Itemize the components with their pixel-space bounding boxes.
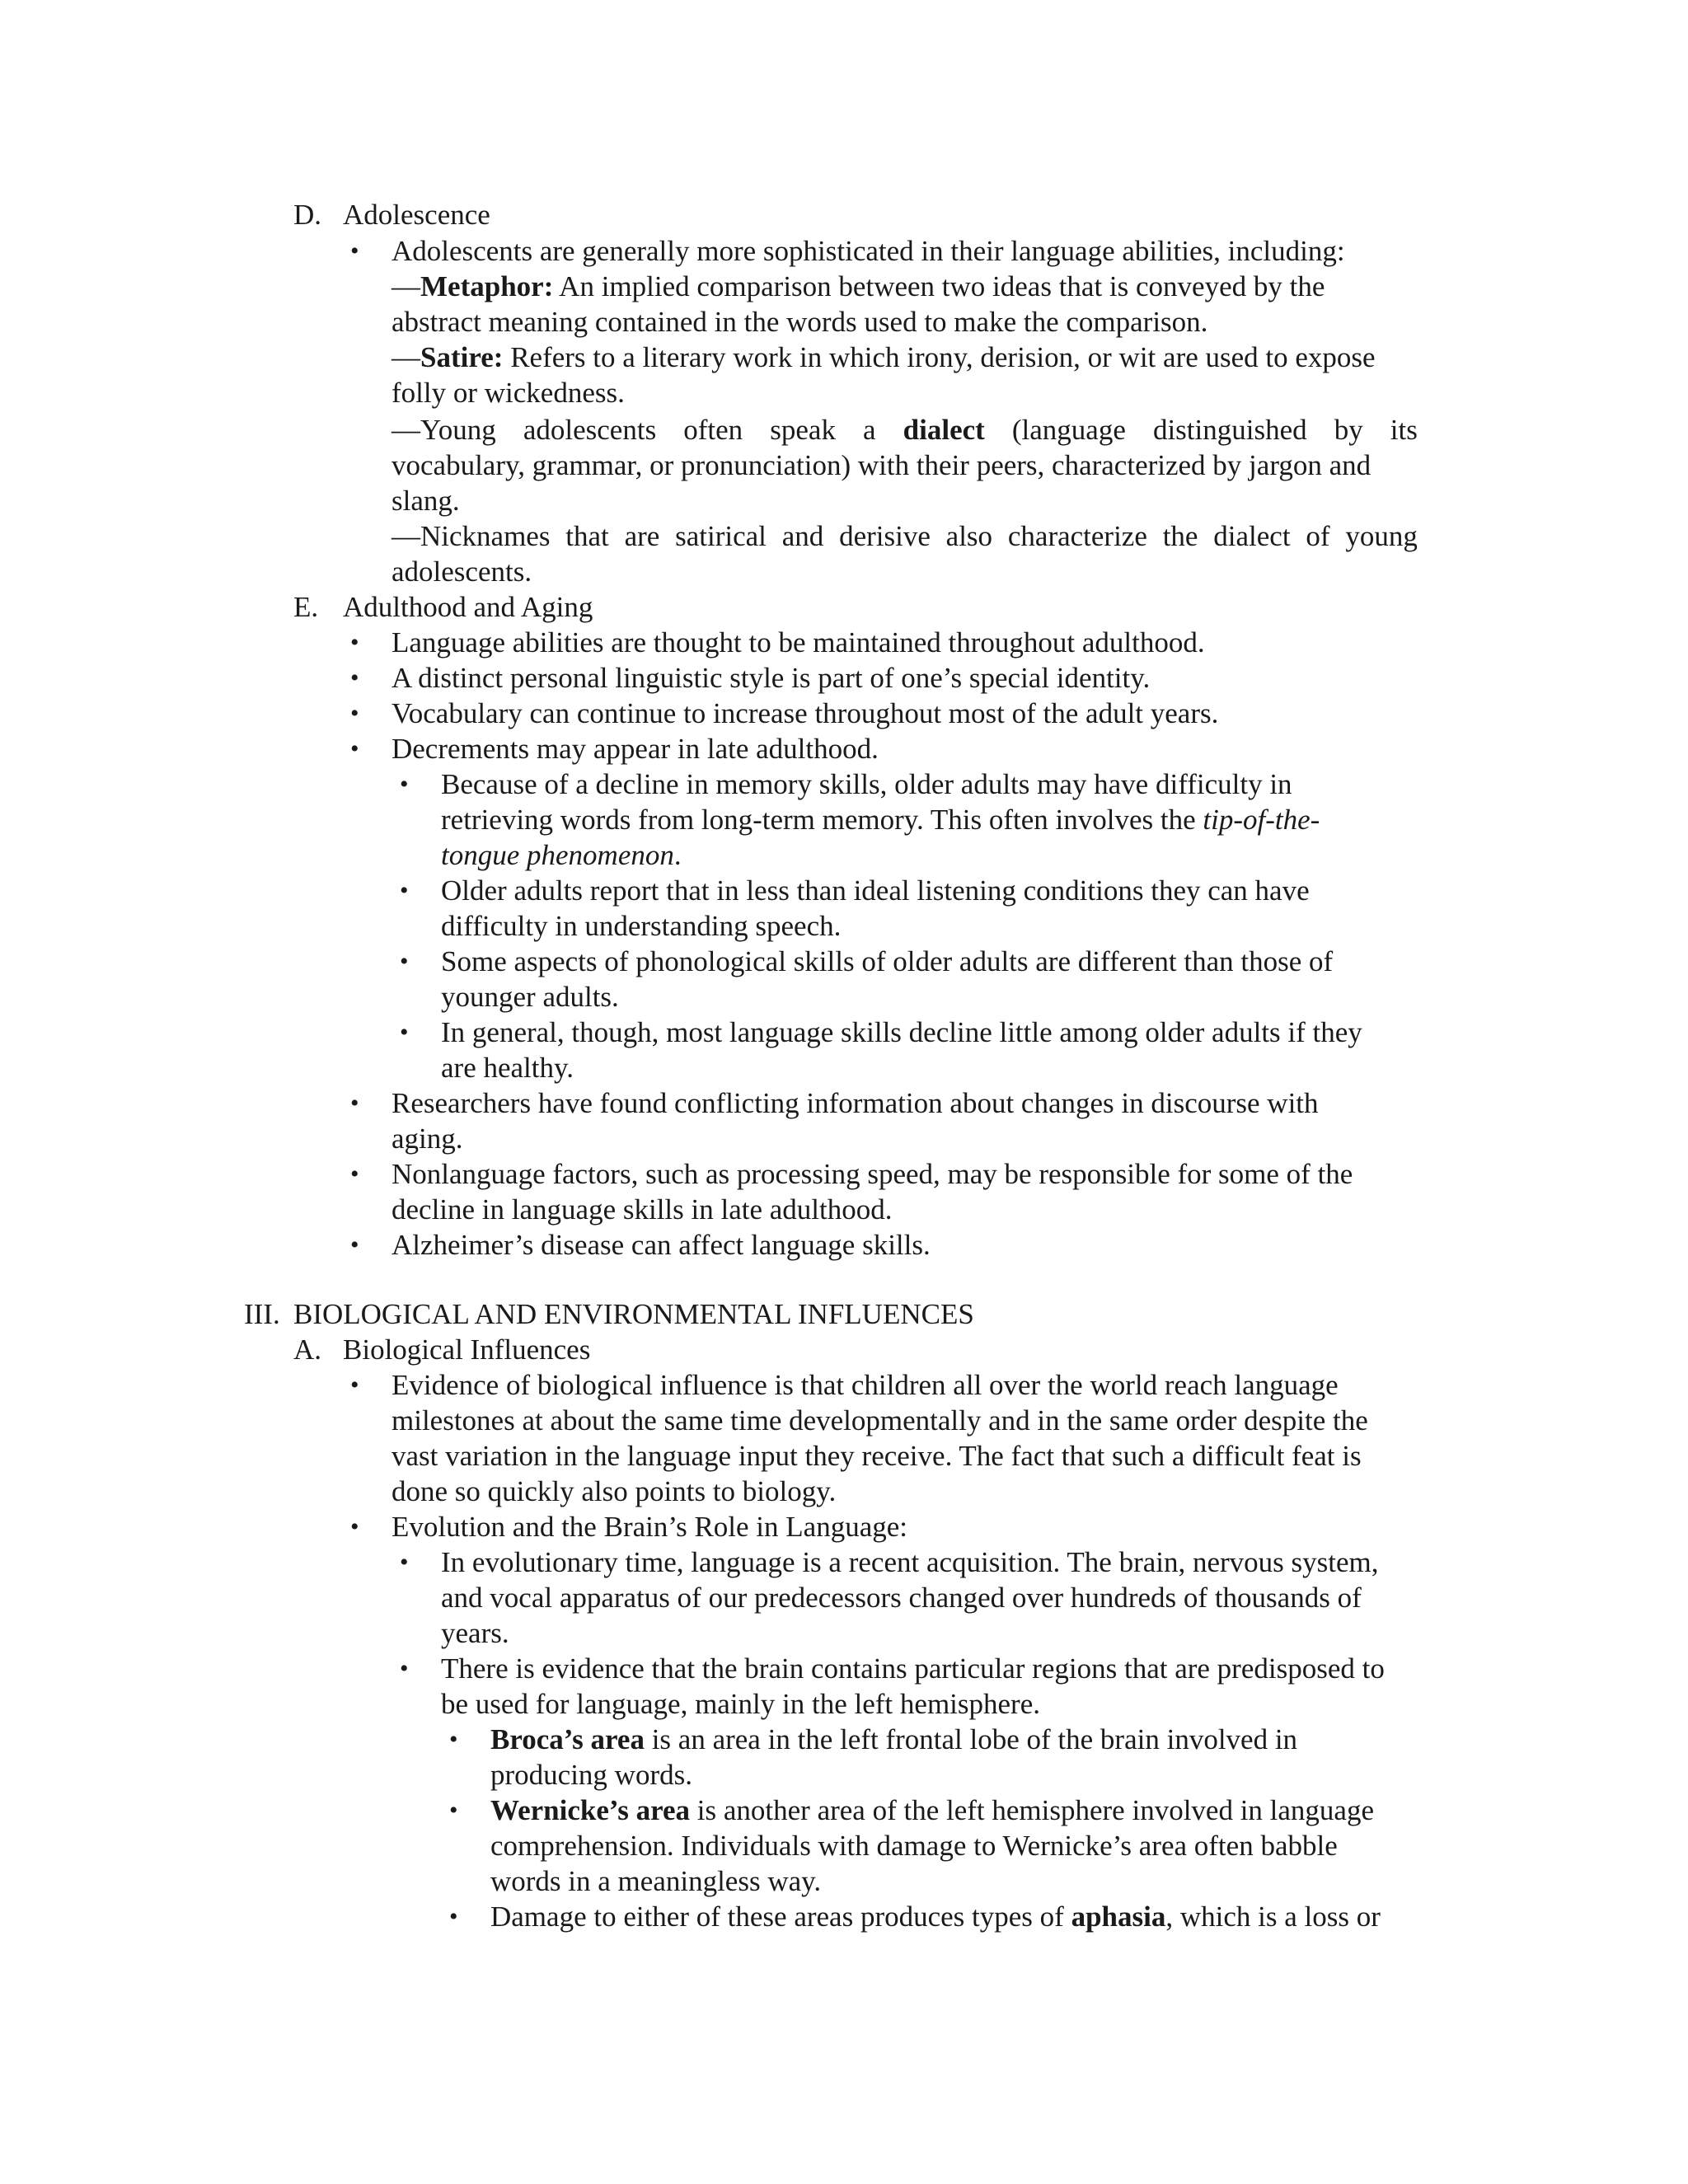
adulthood-bullet-5-line-1: Researchers have found conflicting information about changes in discourse with: [392, 1087, 1319, 1119]
bullet-icon: •: [400, 1549, 409, 1576]
adulthood-sub-3-line-2: younger adults.: [441, 981, 619, 1013]
section-title-adolescence: Adolescence: [343, 199, 490, 231]
adulthood-sub-2-line-2: difficulty in understanding speech.: [441, 910, 842, 942]
section-title-biological-environmental: BIOLOGICAL AND ENVIRONMENTAL INFLUENCES: [293, 1298, 974, 1330]
dialect-line-2: vocabulary, grammar, or pronunciation) with their peers, characterized by jargon and: [392, 449, 1372, 481]
bullet-icon: •: [350, 735, 359, 762]
biological-sub-2-line-1: There is evidence that the brain contains particular regions that are predisposed to: [441, 1652, 1385, 1685]
wernickes-area-line-3: words in a meaningless way.: [490, 1865, 822, 1897]
adulthood-sub-4-line-1: In general, though, most language skills decline little among older adults if they: [441, 1016, 1362, 1048]
biological-sub-1-line-2: and vocal apparatus of our predecessors changed over hundreds of thousands of: [441, 1582, 1362, 1614]
section-label-d: D.: [293, 199, 322, 231]
adulthood-sub-1-line-2: retrieving words from long-term memory. This often involves the tip-of-the-: [441, 804, 1320, 836]
bullet-icon: •: [400, 948, 409, 975]
metaphor-term: Metaphor:: [420, 270, 554, 302]
section-label-a: A.: [293, 1333, 322, 1366]
brocas-area-line-2: producing words.: [490, 1759, 692, 1791]
bullet-icon: •: [449, 1903, 458, 1930]
adulthood-sub-1-line-3: tongue phenomenon.: [441, 839, 682, 871]
adulthood-sub-1-line-1: Because of a decline in memory skills, older adults may have difficulty in: [441, 768, 1292, 800]
brocas-area-line-1: Broca’s area is an area in the left frontal lobe of the brain involved in: [490, 1723, 1298, 1755]
bullet-icon: •: [350, 1090, 359, 1117]
bullet-icon: •: [400, 877, 409, 904]
adulthood-bullet-2: A distinct personal linguistic style is part of one’s special identity.: [392, 662, 1151, 694]
bullet-icon: •: [449, 1726, 458, 1753]
section-title-adulthood: Adulthood and Aging: [343, 591, 593, 623]
nicknames-line-1: —Nicknames that are satirical and derisive also characterize the dialect of young: [392, 520, 1418, 552]
adulthood-bullet-3: Vocabulary can continue to increase throughout most of the adult years.: [392, 697, 1219, 729]
bullet-icon: •: [400, 771, 409, 798]
dialect-line-3: slang.: [392, 485, 460, 517]
adulthood-bullet-6-line-1: Nonlanguage factors, such as processing speed, may be responsible for some of the: [392, 1158, 1353, 1190]
bullet-icon: •: [449, 1797, 458, 1824]
biological-sub-1-line-1: In evolutionary time, language is a recent acquisition. The brain, nervous system,: [441, 1546, 1379, 1578]
bullet-icon: •: [400, 1019, 409, 1046]
adulthood-bullet-4: Decrements may appear in late adulthood.: [392, 733, 879, 765]
biological-bullet-1-line-4: done so quickly also points to biology.: [392, 1475, 837, 1507]
adulthood-sub-2-line-1: Older adults report that in less than ideal listening conditions they can have: [441, 874, 1310, 907]
biological-bullet-1-line-3: vast variation in the language input they receive. The fact that such a difficult feat is: [392, 1440, 1362, 1472]
section-label-iii: III.: [244, 1298, 280, 1330]
dialect-term: dialect: [903, 414, 985, 446]
bullet-icon: •: [350, 1513, 359, 1540]
adulthood-bullet-6-line-2: decline in language skills in late adulthood.: [392, 1193, 893, 1226]
metaphor-line-2: abstract meaning contained in the words used to make the comparison.: [392, 306, 1208, 338]
wernickes-area-line-2: comprehension. Individuals with damage to Wernicke’s area often babble: [490, 1830, 1338, 1862]
bullet-icon: •: [350, 1371, 359, 1399]
aphasia-term: aphasia: [1071, 1900, 1166, 1933]
wernickes-area-line-1: Wernicke’s area is another area of the left hemisphere involved in language: [490, 1794, 1374, 1826]
adolescence-intro: Adolescents are generally more sophisticated in their language abilities, including:: [392, 235, 1345, 267]
wernickes-area-term: Wernicke’s area: [490, 1794, 691, 1826]
dialect-line-1: —Young adolescents often speak a dialect (language distinguished by its: [392, 414, 1418, 446]
bullet-icon: •: [350, 700, 359, 727]
metaphor-line-1: —Metaphor: An implied comparison between two ideas that is conveyed by the: [392, 270, 1325, 302]
satire-line-2: folly or wickedness.: [392, 377, 625, 409]
bullet-icon: •: [350, 1231, 359, 1258]
adulthood-sub-3-line-1: Some aspects of phonological skills of older adults are different than those of: [441, 945, 1334, 977]
adulthood-bullet-5-line-2: aging.: [392, 1122, 463, 1155]
adulthood-bullet-7: Alzheimer’s disease can affect language skills.: [392, 1229, 931, 1261]
biological-sub-2-line-2: be used for language, mainly in the left hemisphere.: [441, 1688, 1040, 1720]
bullet-icon: •: [350, 629, 359, 656]
satire-term: Satire:: [420, 341, 504, 373]
adulthood-bullet-1: Language abilities are thought to be maintained throughout adulthood.: [392, 626, 1205, 658]
biological-bullet-1-line-2: milestones at about the same time developmentally and in the same order despite the: [392, 1404, 1368, 1436]
section-label-e: E.: [293, 591, 319, 623]
bullet-icon: •: [350, 1160, 359, 1188]
adulthood-sub-4-line-2: are healthy.: [441, 1052, 574, 1084]
satire-line-1: —Satire: Refers to a literary work in which irony, derision, or wit are used to expose: [392, 341, 1376, 373]
biological-bullet-1-line-1: Evidence of biological influence is that children all over the world reach language: [392, 1369, 1339, 1401]
section-title-biological: Biological Influences: [343, 1333, 591, 1366]
aphasia-line-1: Damage to either of these areas produces types of aphasia, which is a loss or: [490, 1900, 1381, 1933]
bullet-icon: •: [350, 237, 359, 265]
biological-sub-1-line-3: years.: [441, 1617, 509, 1649]
bullet-icon: •: [400, 1655, 409, 1682]
biological-bullet-2: Evolution and the Brain’s Role in Language:: [392, 1511, 907, 1543]
brocas-area-term: Broca’s area: [490, 1723, 645, 1755]
bullet-icon: •: [350, 664, 359, 691]
nicknames-line-2: adolescents.: [392, 555, 532, 588]
